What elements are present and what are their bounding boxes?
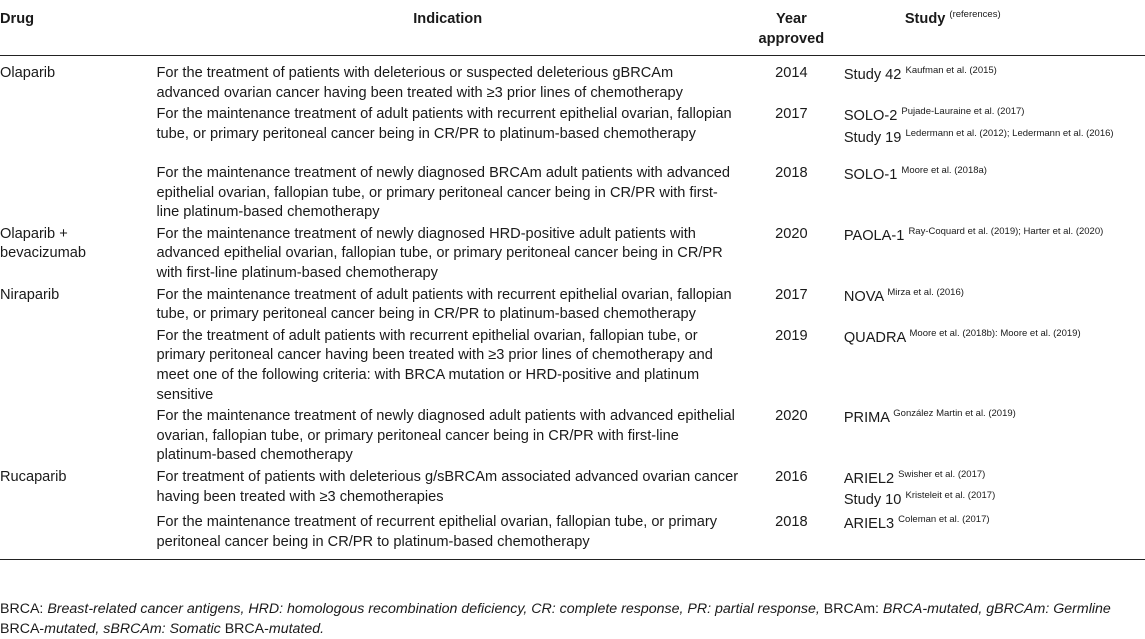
footnote-part-8: mutated.: [268, 620, 325, 637]
header-year: [739, 0, 844, 56]
study-name: Study 10: [843, 492, 902, 509]
study-entry: [844, 105, 1145, 126]
study-entry: [844, 468, 1145, 489]
footnote-part-3: BRCAm:: [819, 601, 883, 617]
study-entry: [844, 127, 1145, 148]
study-entry: [844, 407, 1145, 428]
cell-indication: For the maintenance treatment of newly diagnosed BRCAm adult patients with advanced epithelial ovarian, fallopian tube, or primary peritoneal cancer being in CR/PR with first-line platinum-based chemotherapy: [156, 165, 731, 221]
study-entry: [844, 286, 1145, 307]
cell-year: 2018: [775, 165, 808, 182]
cell-indication: For the maintenance treatment of recurrent epithelial ovarian, fallopian tube, or primary peritoneal cancer being in CR/PR to platinum-based chemotherapy: [156, 511, 738, 560]
table-row: [0, 148, 1145, 223]
table-row: [0, 405, 1145, 466]
cell-study: [844, 223, 1145, 284]
cell-indication: For the treatment of patients with deleterious or suspected deleterious gBRCAm advanced ovarian cancer having been treated with ≥3 prior lines of chemotherapy: [156, 65, 683, 101]
study-name: ARIEL3: [843, 515, 895, 532]
header-indication: Indication: [156, 0, 738, 56]
cell-study: [844, 148, 1145, 223]
cell-year: 2020: [775, 225, 808, 242]
study-reference: Kristeleit et al. (2017): [905, 490, 996, 502]
drug-name: Olaparib: [0, 65, 56, 81]
cell-indication: For treatment of patients with deleterious g/sBRCAm associated advanced ovarian cancer having been treated with ≥3 chemotherapies: [156, 469, 739, 505]
study-name: ARIEL2: [843, 470, 895, 487]
cell-study: [844, 103, 1145, 148]
cell-study: [844, 56, 1145, 104]
cell-drug: [0, 325, 156, 405]
study-name: QUADRA: [843, 329, 906, 346]
drug-name: Olaparib +: [0, 225, 68, 242]
cell-drug: [0, 284, 156, 325]
cell-year: 2016: [775, 469, 808, 485]
study-name: PAOLA-1: [843, 227, 905, 244]
cell-study: [844, 284, 1145, 325]
study-entry: [844, 327, 1145, 348]
cell-drug: [0, 466, 156, 511]
drug-name: Rucaparib: [0, 469, 67, 485]
cell-drug: [0, 511, 156, 560]
study-reference: Swisher et al. (2017): [898, 469, 986, 480]
cell-year: 2017: [775, 106, 808, 123]
table-row: [0, 223, 1145, 284]
header-study: [844, 0, 1145, 56]
study-name: Study 42: [843, 66, 902, 83]
table-row: [0, 511, 1145, 560]
cell-study: [844, 405, 1145, 466]
study-reference: Ray-Coquard et al. (2019); Harter et al. (2020): [908, 225, 1104, 237]
study-reference: González Martin et al. (2019): [893, 408, 1016, 420]
cell-indication: For the maintenance treatment of adult patients with recurrent epithelial ovarian, fallopian tube, or primary peritoneal cancer being in CR/PR to platinum-based chemotherapy: [156, 286, 732, 323]
cell-indication: For the treatment of adult patients with recurrent epithelial ovarian, fallopian tube, or primary peritoneal cancer having been treated with ≥3 prior lines of chemotherapy and meet one of the following criteria: with BRCA mutation or HRD-positive and platinum sensitive: [156, 327, 713, 403]
table-body: [0, 56, 1145, 560]
table-row: [0, 56, 1145, 104]
study-reference: Coleman et al. (2017): [898, 513, 990, 525]
cell-drug: [0, 405, 156, 466]
cell-drug: [0, 223, 156, 284]
header-year-line2: approved: [758, 31, 825, 47]
table-footnote: [0, 600, 1140, 639]
cell-study: [844, 511, 1145, 560]
study-reference: Ledermann et al. (2012); Ledermann et al. (2016): [905, 127, 1114, 139]
cell-study: [844, 466, 1145, 511]
study-name: Study 19: [843, 129, 902, 146]
footnote-part-5: BRCA-: [0, 620, 45, 637]
cell-indication: For the maintenance treatment of newly diagnosed adult patients with advanced epithelial ovarian, fallopian tube, or primary peritoneal cancer being in CR/PR with first-line platinum-based chemotherapy: [156, 408, 735, 464]
study-entry: [844, 225, 1145, 246]
cell-study: [844, 325, 1145, 405]
cell-year: 2017: [775, 286, 808, 303]
study-reference: Kaufman et al. (2015): [905, 65, 997, 76]
cell-drug: [0, 56, 156, 104]
header-row: [0, 0, 1145, 56]
study-entry: [844, 489, 1145, 510]
header-study-label: Study: [904, 11, 946, 27]
study-reference: Moore et al. (2018a): [901, 165, 987, 177]
drug-name-line2: bevacizumab: [0, 245, 86, 262]
cell-year: 2019: [775, 327, 808, 344]
study-name: SOLO-2: [843, 108, 898, 125]
footnote-part-4: BRCA-mutated, gBRCAm: Germline: [882, 601, 1111, 617]
cell-year: 2020: [775, 408, 808, 425]
table-row: [0, 284, 1145, 325]
cell-drug: [0, 148, 156, 223]
header-drug: Drug: [0, 0, 156, 56]
study-name: SOLO-1: [843, 166, 898, 183]
table-row: [0, 466, 1145, 511]
study-reference: Moore et al. (2018b): Moore et al. (2019): [909, 327, 1081, 339]
footnote-part-6: mutated, sBRCAm: Somatic: [44, 620, 221, 637]
study-reference: Pujade-Lauraine et al. (2017): [901, 106, 1025, 118]
drug-name: Niraparib: [0, 286, 60, 303]
cell-drug: [0, 103, 156, 148]
study-entry: [844, 64, 1145, 85]
cell-indication: For the maintenance treatment of newly diagnosed HRD-positive adult patients with advanced epithelial ovarian, fallopian tube, or primary peritoneal cancer being in CR/PR with first-line platinum-based chemotherapy: [156, 225, 723, 282]
footnote-part-2: Breast-related cancer antigens, HRD: homologous recombination deficiency, CR: complete response, PR: partial response,: [47, 601, 820, 617]
cell-indication: For the maintenance treatment of adult patients with recurrent epithelial ovarian, fallopian tube, or primary peritoneal cancer being in CR/PR to platinum-based chemotherapy: [156, 106, 732, 142]
table-row: [0, 103, 1145, 148]
footnote-part-7: BRCA-: [220, 620, 269, 637]
header-year-line1: Year: [775, 11, 807, 27]
footnote-part-1: BRCA:: [0, 601, 48, 617]
cell-year: 2018: [739, 511, 844, 560]
study-reference: Mirza et al. (2016): [887, 286, 964, 298]
study-entry: [844, 164, 1145, 185]
table-row: [0, 325, 1145, 405]
study-entry: [844, 513, 1145, 534]
cell-year: 2014: [775, 65, 808, 81]
study-name: PRIMA: [843, 410, 890, 427]
study-name: NOVA: [843, 288, 884, 305]
header-study-sup: (references): [949, 9, 1001, 21]
